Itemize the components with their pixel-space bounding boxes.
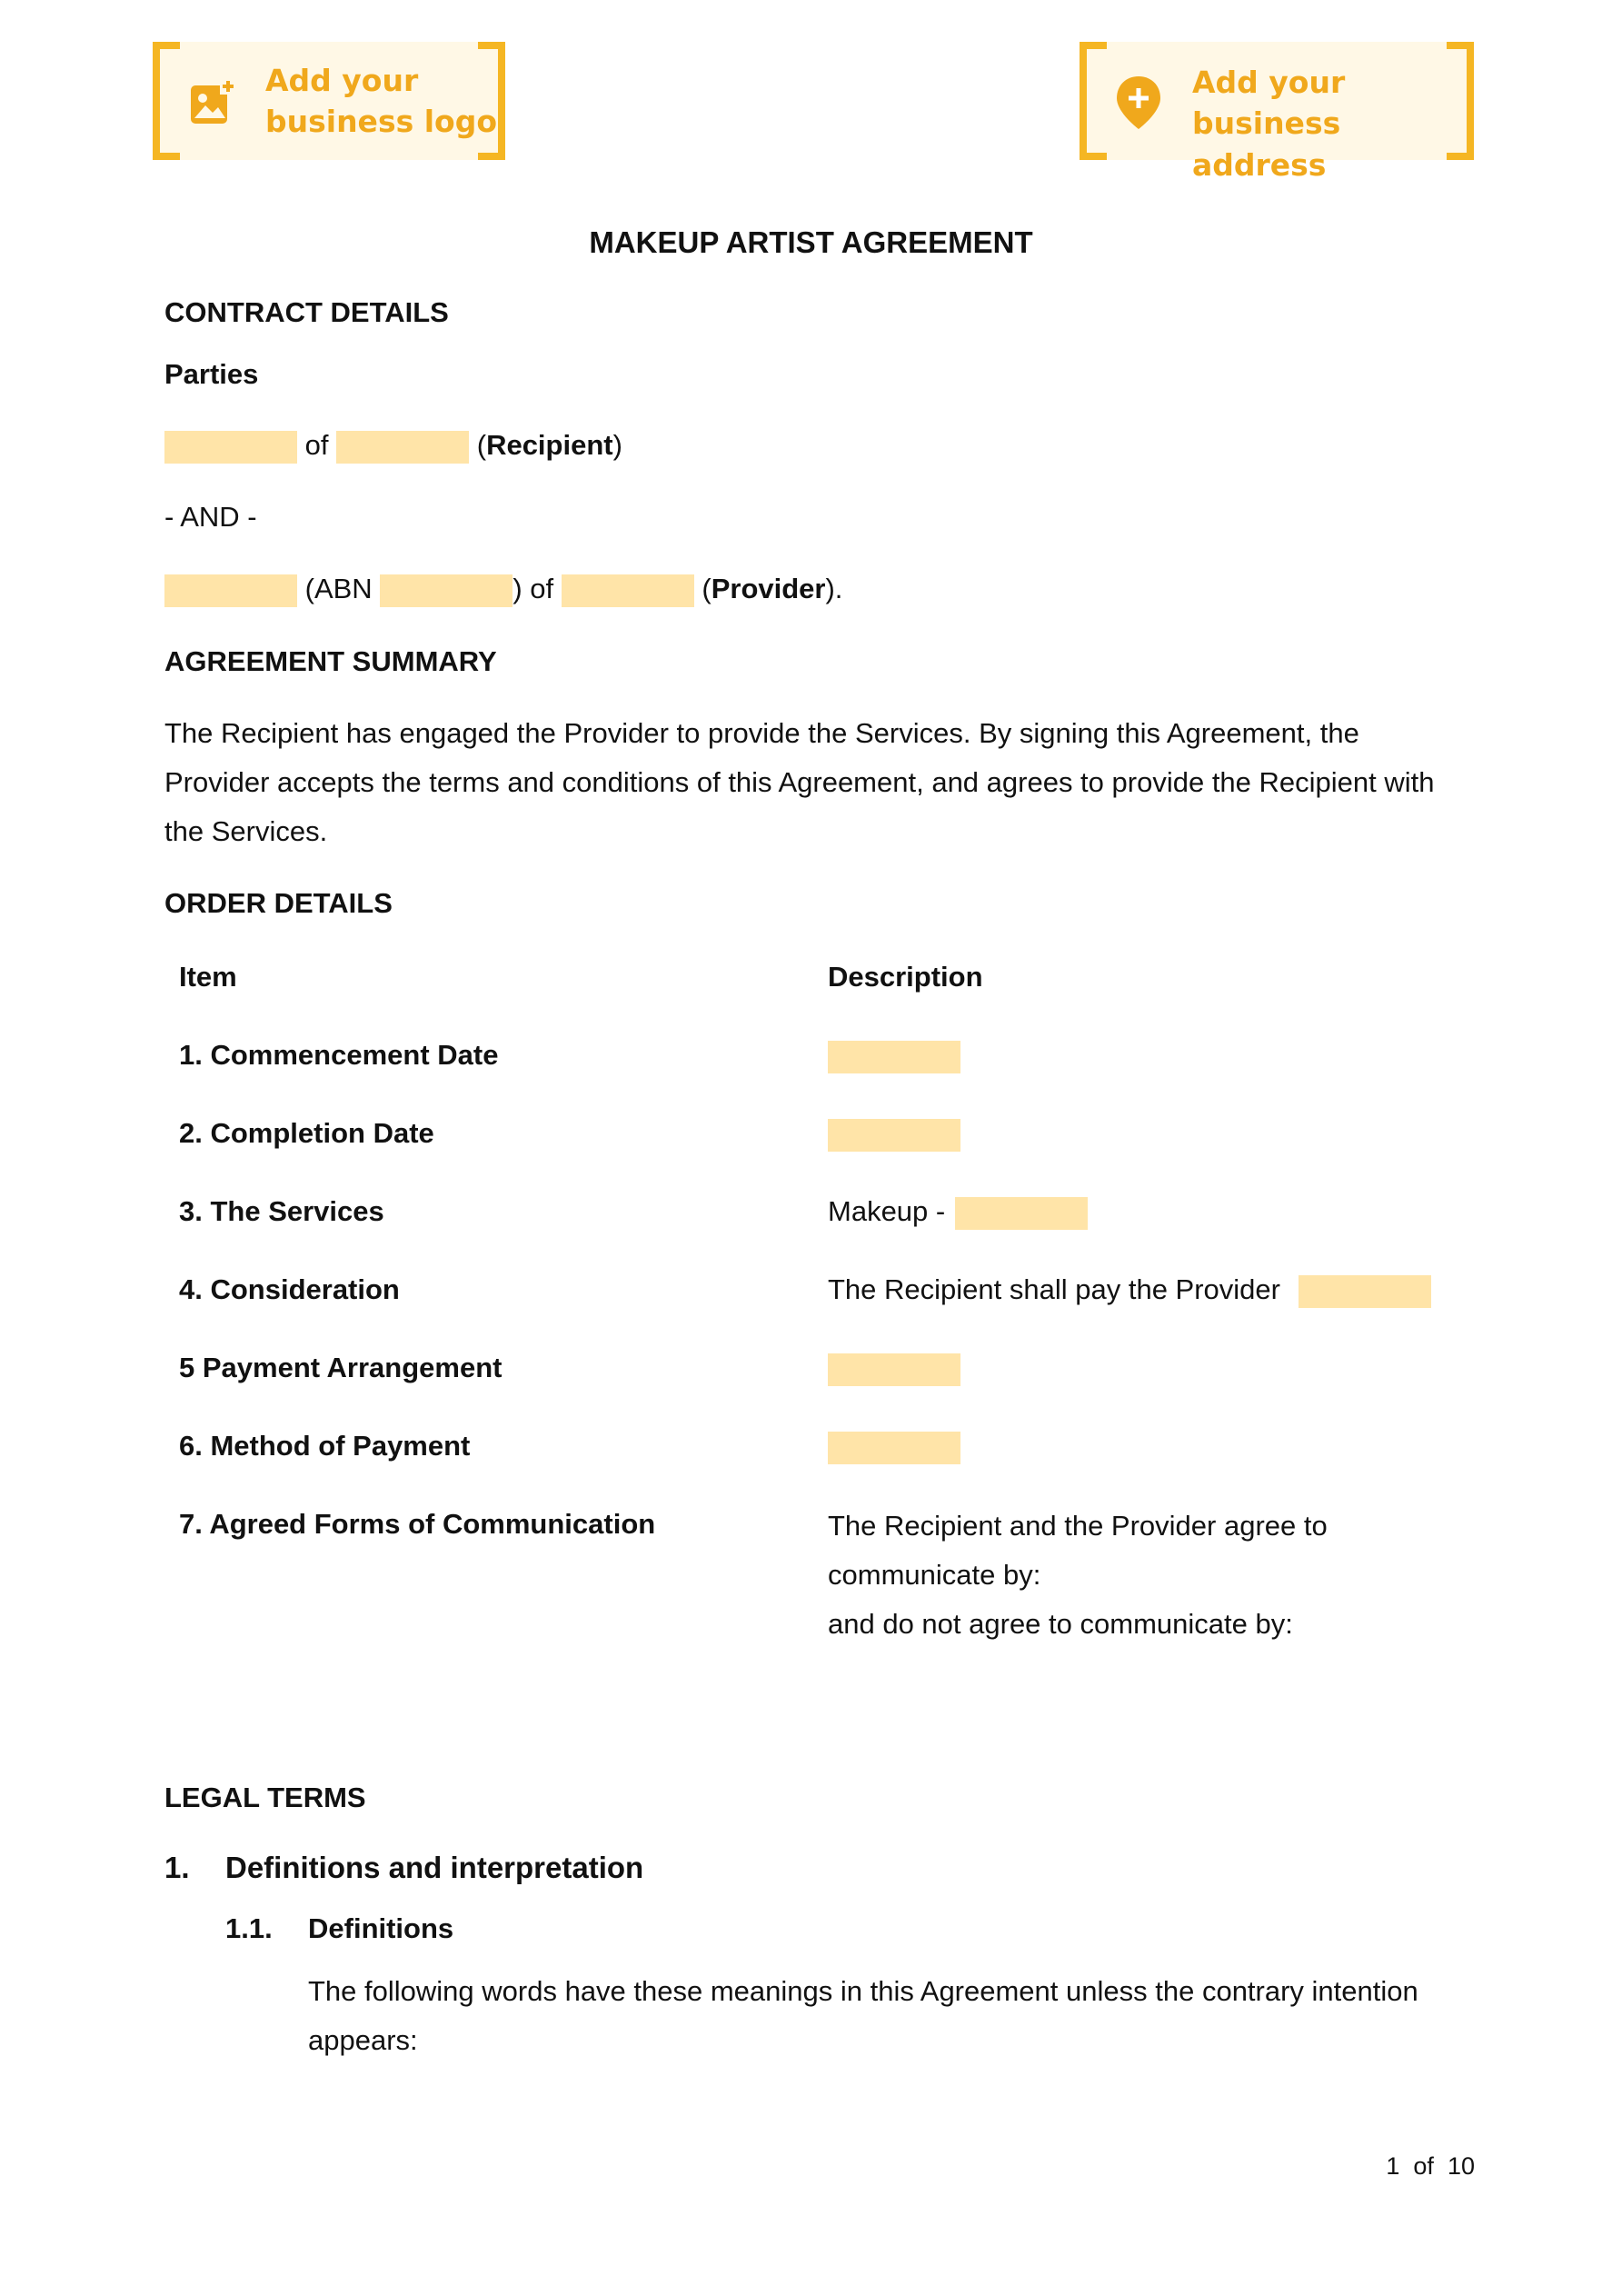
page-of: of bbox=[1413, 2152, 1434, 2180]
address-placeholder-line1: Add your bbox=[1192, 65, 1346, 100]
provider-role-label: Provider bbox=[711, 573, 826, 604]
contract-details-heading: CONTRACT DETAILS bbox=[164, 296, 449, 328]
payment-arrangement-field[interactable] bbox=[828, 1353, 960, 1386]
document-title: MAKEUP ARTIST AGREEMENT bbox=[589, 225, 1033, 259]
order-row-item: 2. Completion Date bbox=[179, 1117, 434, 1149]
services-field[interactable] bbox=[955, 1197, 1088, 1230]
summary-line: Provider accepts the terms and conditions of this Agreement, and agrees to provide the Recipient with bbox=[164, 766, 1435, 798]
recipient-address-field[interactable] bbox=[336, 431, 469, 464]
section-number: 1. bbox=[164, 1851, 190, 1884]
agreement-summary-heading: AGREEMENT SUMMARY bbox=[164, 645, 497, 677]
column-header-item: Item bbox=[179, 961, 237, 993]
communication-line: communicate by: bbox=[828, 1559, 1041, 1591]
subsection-number: 1.1. bbox=[225, 1912, 273, 1944]
location-pin-plus-icon bbox=[1114, 75, 1163, 131]
address-placeholder-line2: business address bbox=[1192, 105, 1341, 183]
recipient-of-text: of bbox=[304, 429, 329, 461]
consideration-description: The Recipient shall pay the Provider bbox=[828, 1273, 1280, 1305]
definitions-line: The following words have these meanings in this Agreement unless the contrary intention bbox=[308, 1975, 1418, 2007]
services-description: Makeup - bbox=[828, 1195, 946, 1227]
provider-role-close: ). bbox=[825, 573, 843, 604]
agreement-summary-text bbox=[164, 709, 1473, 856]
add-address-placeholder[interactable] bbox=[1080, 42, 1474, 183]
definitions-text bbox=[308, 1967, 1480, 2065]
parties-heading: Parties bbox=[164, 358, 259, 390]
consideration-amount-field[interactable] bbox=[1299, 1275, 1431, 1308]
column-header-description: Description bbox=[828, 961, 983, 993]
order-row-item: 4. Consideration bbox=[179, 1273, 400, 1305]
page-total: 10 bbox=[1447, 2152, 1475, 2180]
recipient-role-close: ) bbox=[612, 429, 622, 461]
add-logo-placeholder[interactable] bbox=[153, 42, 505, 160]
communication-description bbox=[828, 1502, 1328, 1649]
provider-abn-open: (ABN bbox=[304, 573, 373, 604]
recipient-role-label: Recipient bbox=[486, 429, 613, 461]
communication-line: and do not agree to communicate by: bbox=[828, 1608, 1293, 1640]
order-row-item: 6. Method of Payment bbox=[179, 1430, 471, 1462]
provider-abn-field[interactable] bbox=[380, 574, 512, 607]
recipient-line bbox=[164, 429, 622, 464]
image-add-icon bbox=[189, 78, 236, 125]
page-current: 1 bbox=[1386, 2152, 1400, 2180]
recipient-role-open: ( bbox=[476, 429, 487, 461]
method-of-payment-field[interactable] bbox=[828, 1432, 960, 1464]
order-row-item: 3. The Services bbox=[179, 1195, 384, 1227]
order-row-item: 1. Commencement Date bbox=[179, 1039, 499, 1071]
communication-line: The Recipient and the Provider agree to bbox=[828, 1510, 1328, 1542]
section-title: Definitions and interpretation bbox=[225, 1851, 644, 1884]
subsection-title: Definitions bbox=[308, 1912, 454, 1944]
logo-placeholder-line1: Add your bbox=[265, 63, 419, 98]
provider-address-field[interactable] bbox=[562, 574, 694, 607]
legal-terms-heading: LEGAL TERMS bbox=[164, 1782, 366, 1813]
summary-line: the Services. bbox=[164, 815, 328, 847]
provider-name-field[interactable] bbox=[164, 574, 297, 607]
commencement-date-field[interactable] bbox=[828, 1041, 960, 1073]
provider-line bbox=[164, 573, 842, 607]
recipient-name-field[interactable] bbox=[164, 431, 297, 464]
order-row-item: 5 Payment Arrangement bbox=[179, 1352, 503, 1383]
completion-date-field[interactable] bbox=[828, 1119, 960, 1152]
definitions-line: appears: bbox=[308, 2024, 418, 2056]
logo-placeholder-line2: business logo bbox=[265, 104, 497, 139]
order-row-item: 7. Agreed Forms of Communication bbox=[179, 1508, 656, 1540]
page-number bbox=[1381, 2152, 1475, 2181]
order-details-heading: ORDER DETAILS bbox=[164, 887, 393, 919]
provider-role-open: ( bbox=[702, 573, 711, 604]
provider-abn-close-of: ) of bbox=[512, 573, 554, 604]
and-separator: - AND - bbox=[164, 501, 257, 533]
summary-line: The Recipient has engaged the Provider to provide the Services. By signing this Agreement, the bbox=[164, 717, 1359, 749]
